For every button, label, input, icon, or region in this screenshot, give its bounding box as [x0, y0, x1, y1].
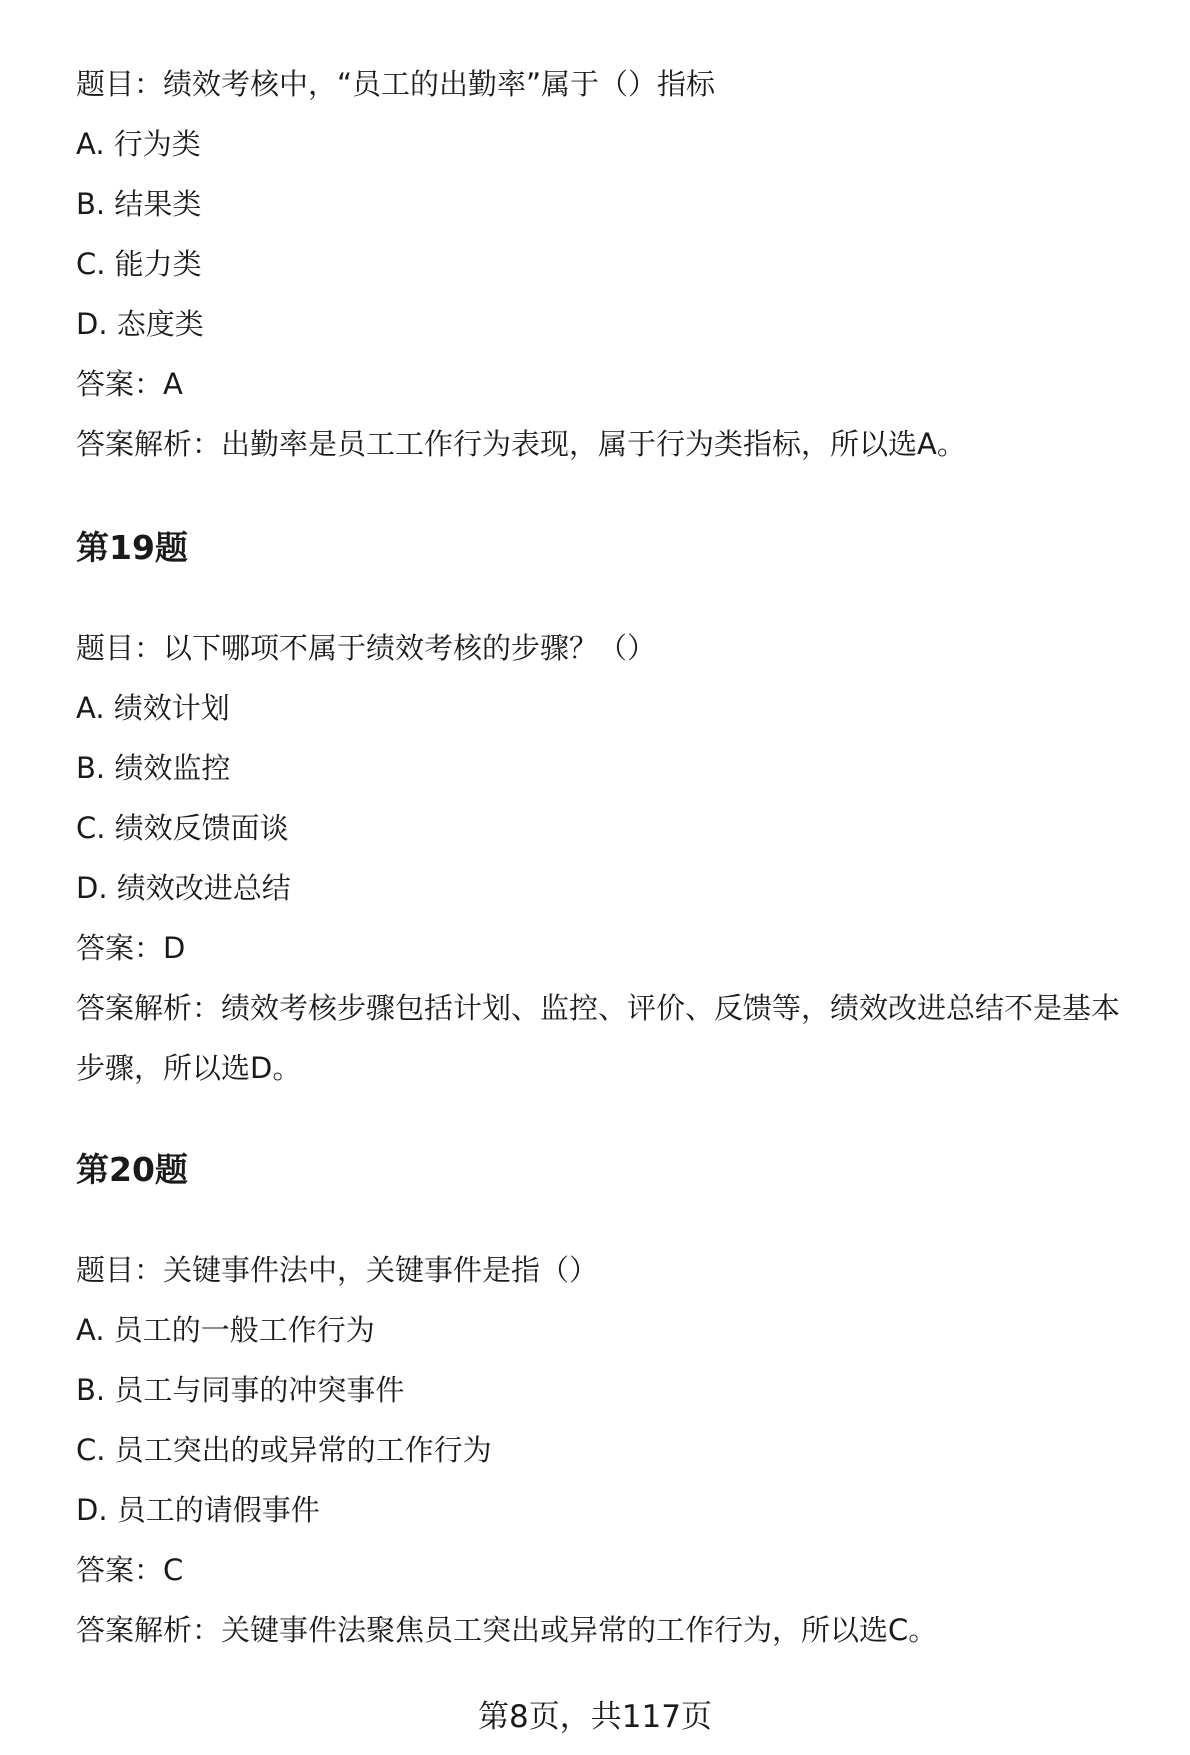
- q19-analysis-line-1: 答案解析：绩效考核步骤包括计划、监控、评价、反馈等，绩效改进总结不是基本: [76, 991, 1121, 1025]
- q19-option-b: B. 绩效监控: [76, 751, 231, 785]
- q20-option-d: D. 员工的请假事件: [76, 1493, 320, 1527]
- q19-option-d: D. 绩效改进总结: [76, 871, 291, 905]
- q19-option-a: A. 绩效计划: [76, 691, 230, 725]
- q18-question: 题目：绩效考核中，“员工的出勤率”属于（）指标: [76, 67, 716, 101]
- q18-option-a: A. 行为类: [76, 127, 201, 161]
- q20-option-b: B. 员工与同事的冲突事件: [76, 1373, 405, 1407]
- q19-question: 题目：以下哪项不属于绩效考核的步骤？（）: [76, 631, 657, 665]
- q20-question: 题目：关键事件法中，关键事件是指（）: [76, 1253, 599, 1287]
- q20-answer: 答案：C: [76, 1553, 184, 1587]
- q20-analysis: 答案解析：关键事件法聚焦员工突出或异常的工作行为，所以选C。: [76, 1613, 938, 1647]
- q18-option-d: D. 态度类: [76, 307, 204, 341]
- q19-option-c: C. 绩效反馈面谈: [76, 811, 289, 845]
- q18-option-b: B. 结果类: [76, 187, 202, 221]
- q18-analysis: 答案解析：出勤率是员工工作行为表现，属于行为类指标，所以选A。: [76, 427, 966, 461]
- q20-option-a: A. 员工的一般工作行为: [76, 1313, 375, 1347]
- q20-heading: 第20题: [76, 1150, 188, 1189]
- q19-analysis-line-2: 步骤，所以选D。: [76, 1051, 302, 1085]
- q18-answer: 答案：A: [76, 367, 183, 401]
- page-number-footer: 第8页，共117页: [478, 1699, 712, 1735]
- q19-heading: 第19题: [76, 528, 188, 567]
- q19-answer: 答案：D: [76, 931, 186, 965]
- q18-option-c: C. 能力类: [76, 247, 202, 281]
- q20-option-c: C. 员工突出的或异常的工作行为: [76, 1433, 492, 1467]
